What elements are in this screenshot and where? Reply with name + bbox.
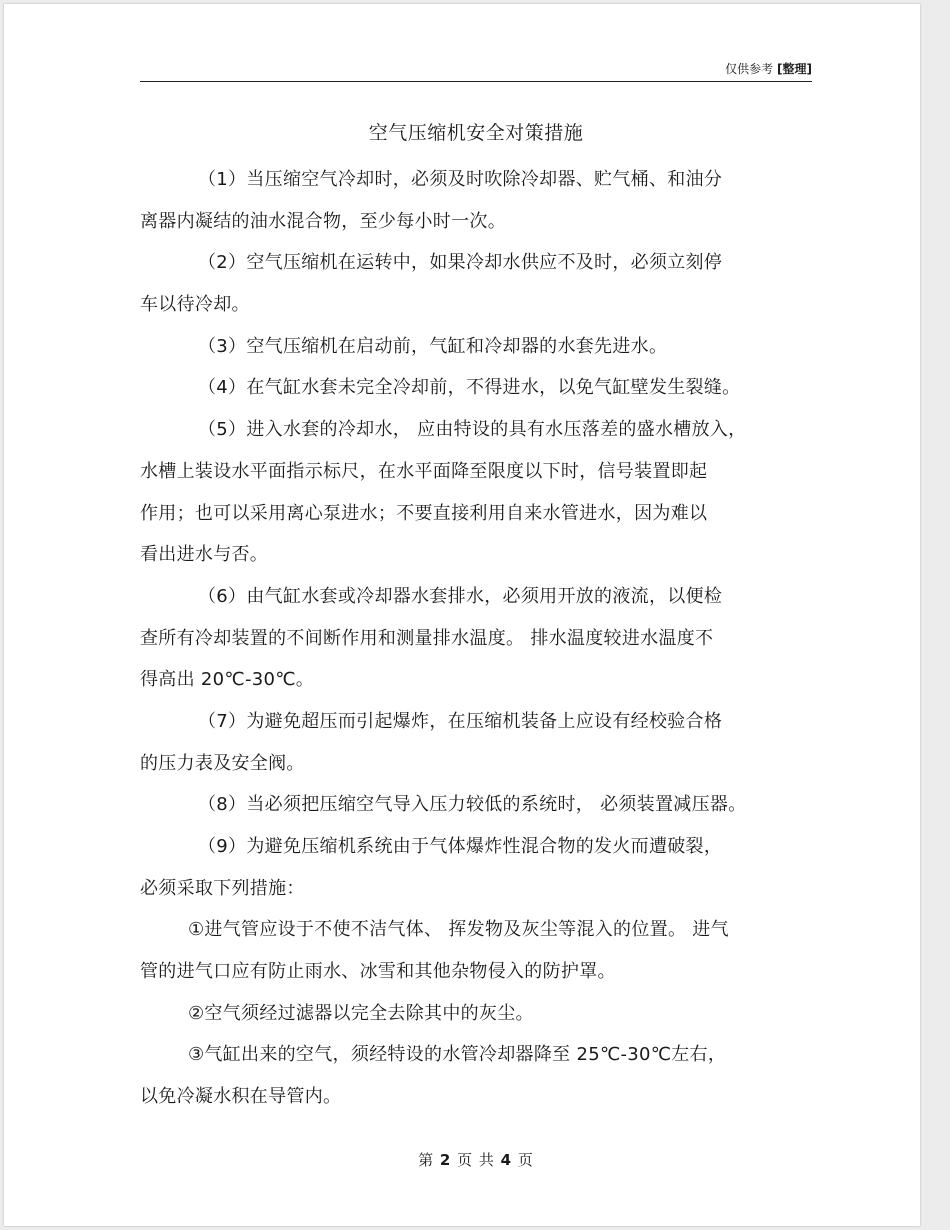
document-title: 空气压缩机安全对策措施: [368, 122, 584, 144]
body-line: 作用；也可以采用离心泵进水；不要直接利用自来水管进水，因为难以: [140, 502, 708, 524]
page-header: [140, 61, 812, 82]
body-line: ①进气管应设于不使不洁气体、 挥发物及灰尘等混入的位置。 进气: [188, 919, 729, 941]
footer-prefix: 第: [418, 1151, 435, 1169]
body-line: ③气缸出来的空气，须经特设的水管冷却器降至 25℃-30℃左右，: [188, 1044, 727, 1066]
body-line: 的压力表及安全阀。: [140, 752, 305, 774]
body-line: ②空气须经过滤器以完全去除其中的灰尘。: [188, 1002, 534, 1024]
body-line: （6）由气缸水套或冷却器水套排水，必须用开放的液流，以便检: [198, 585, 723, 607]
body-line: （1）当压缩空气冷却时，必须及时吹除冷却器、贮气桶、和油分: [198, 169, 723, 190]
body-line: 离器内凝结的油水混合物，至少每小时一次。: [140, 210, 506, 232]
body-line: （2）空气压缩机在运转中，如果冷却水供应不及时，必须立刻停: [198, 252, 723, 274]
body-line: （4）在气缸水套未完全冷却前，不得进水，以免气缸壁发生裂缝。: [198, 377, 741, 399]
body-line: （7）为避免超压而引起爆炸，在压缩机装备上应设有经校验合格: [198, 710, 723, 732]
body-line: 查所有冷却装置的不间断作用和测量排水温度。 排水温度较进水温度不: [140, 627, 714, 649]
page-footer: [140, 1147, 812, 1173]
footer-total-pages: 4: [500, 1151, 513, 1169]
footer-suffix: 页: [517, 1151, 534, 1169]
body-line: （8）当必须把压缩空气导入压力较低的系统时， 必须装置减压器。: [198, 794, 747, 816]
header-reference-note: 仅供参考: [725, 62, 774, 76]
body-line: 车以待冷却。: [140, 294, 250, 316]
document-page: [4, 4, 920, 1226]
body-line: （5）进入水套的冷却水， 应由特设的具有水压落差的盛水槽放入，: [198, 419, 747, 441]
body-line: 必须采取下列措施：: [140, 877, 305, 899]
body-line: 以免冷凝水积在导管内。: [140, 1086, 342, 1108]
body-line: 看出进水与否。: [140, 544, 269, 566]
footer-middle: 页 共: [457, 1151, 495, 1169]
document-body: [140, 159, 812, 1118]
body-line: （9）为避免压缩机系统由于气体爆炸性混合物的发火而遭破裂，: [198, 836, 723, 857]
header-tag: [整理]: [777, 62, 812, 76]
body-line: （3）空气压缩机在启动前，气缸和冷却器的水套先进水。: [198, 335, 668, 357]
body-line: 得高出 20℃-30℃。: [140, 669, 315, 691]
body-line: 管的进气口应有防止雨水、冰雪和其他杂物侵入的防护罩。: [140, 961, 616, 983]
body-line: 水槽上装设水平面指示标尺，在水平面降至限度以下时，信号装置即起: [140, 460, 708, 482]
footer-page-number: 2: [439, 1151, 452, 1169]
